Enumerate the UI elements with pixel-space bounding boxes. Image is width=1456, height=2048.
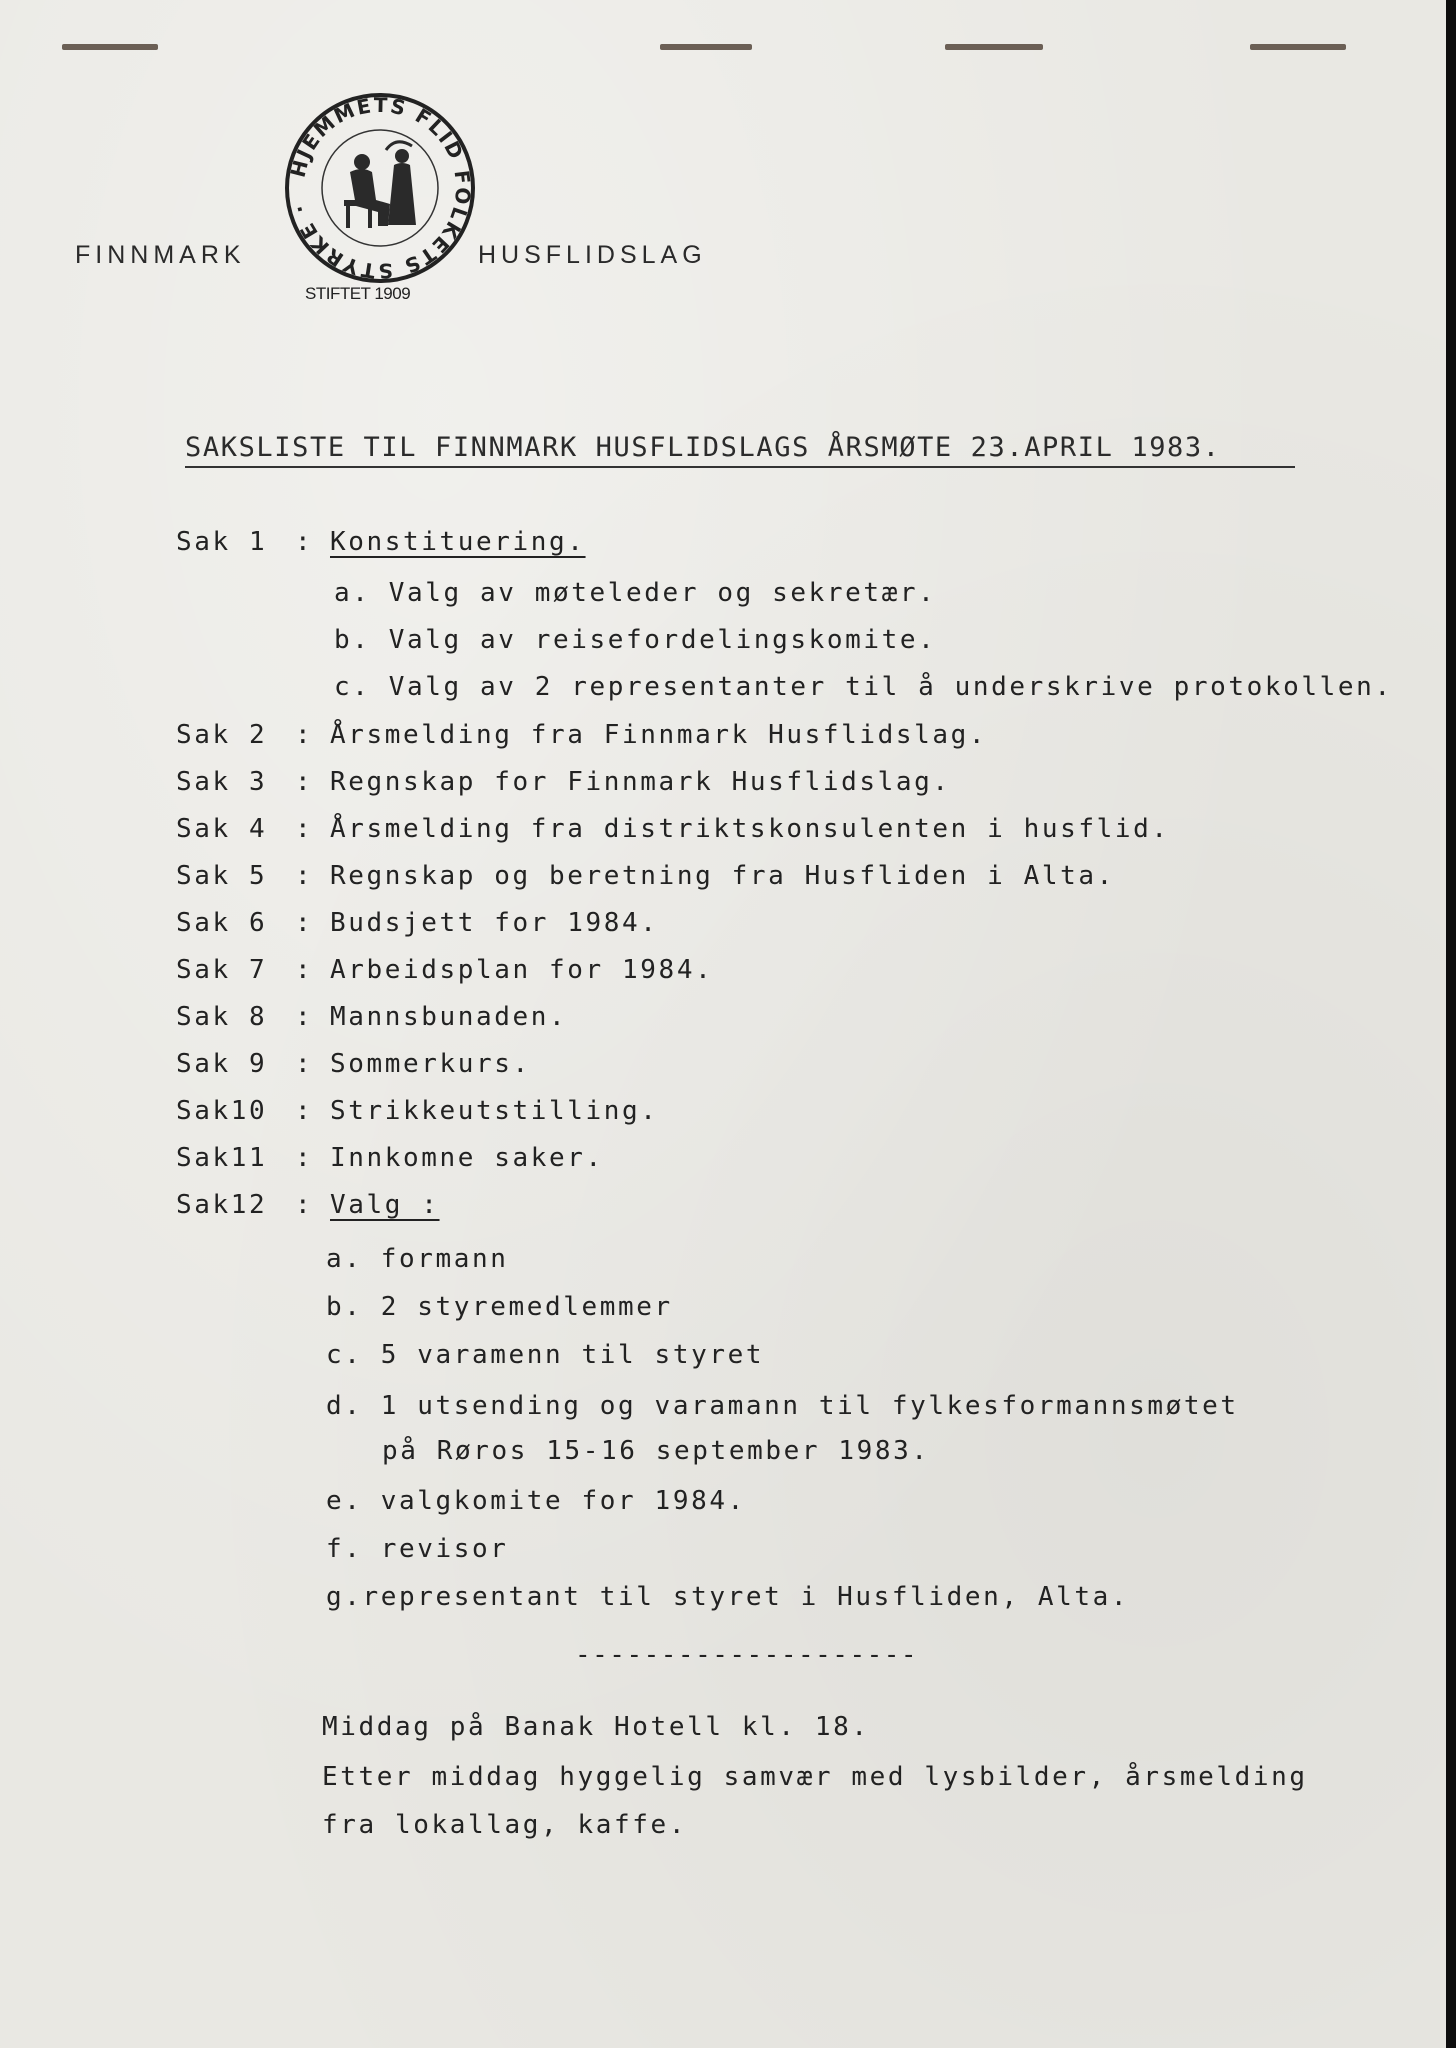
scan-edge	[1446, 0, 1456, 2048]
agenda-item-label: Sak 3	[176, 767, 268, 797]
agenda-item-text: Strikkeutstilling.	[330, 1096, 659, 1126]
agenda-subitem: e. valgkomite for 1984.	[326, 1486, 746, 1516]
agenda-item-label: Sak 1	[176, 527, 268, 557]
agenda-item-colon: :	[295, 1096, 314, 1126]
letterhead-left: FINNMARK	[75, 241, 246, 269]
agenda-item-colon: :	[295, 527, 314, 557]
staple-mark	[945, 44, 1043, 50]
agenda-item-text: Innkomne saker.	[330, 1143, 604, 1173]
agenda-subitem-continued: på Røros 15-16 september 1983.	[382, 1436, 930, 1466]
staple-mark	[660, 44, 752, 50]
agenda-item-text: Budsjett for 1984.	[330, 908, 659, 938]
agenda-item-text: Regnskap for Finnmark Husflidslag.	[330, 767, 951, 797]
separator-line: --------------------	[575, 1640, 919, 1670]
staple-mark	[62, 44, 158, 50]
agenda-item-text: Konstituering.	[330, 527, 586, 557]
agenda-item-label: Sak 4	[176, 814, 268, 844]
agenda-item-colon: :	[295, 1143, 314, 1173]
agenda-item-text: Sommerkurs.	[330, 1049, 531, 1079]
agenda-item-colon: :	[295, 1002, 314, 1032]
letterhead-right: HUSFLIDSLAG	[478, 241, 707, 269]
agenda-item-colon: :	[295, 767, 314, 797]
svg-text:HJEMMETS FLID FOLKETS STYRKE ·: HJEMMETS FLID FOLKETS STYRKE ·	[285, 92, 476, 284]
agenda-subitem: a. formann	[326, 1244, 509, 1274]
agenda-item-text: Valg :	[330, 1190, 440, 1220]
page-title: SAKSLISTE TIL FINNMARK HUSFLIDSLAGS ÅRSMØTE 23.APRIL 1983.	[185, 432, 1295, 468]
footer-line: Etter middag hyggelig samvær med lysbilder, årsmelding	[322, 1762, 1308, 1792]
agenda-item-text: Årsmelding fra distriktskonsulenten i husflid.	[330, 814, 1170, 844]
agenda-item-label: Sak10	[176, 1096, 268, 1126]
agenda-item-colon: :	[295, 1190, 314, 1220]
agenda-item-text: Regnskap og beretning fra Husfliden i Alta.	[330, 861, 1115, 891]
agenda-item-text: Årsmelding fra Finnmark Husflidslag.	[330, 720, 988, 750]
footer-line: Middag på Banak Hotell kl. 18.	[322, 1712, 870, 1742]
agenda-item-text: Arbeidsplan for 1984.	[330, 955, 714, 985]
agenda-subitem: g.representant til styret i Husfliden, Alta.	[326, 1582, 1130, 1612]
agenda-subitem: b. Valg av reisefordelingskomite.	[334, 625, 937, 655]
agenda-item-colon: :	[295, 1049, 314, 1079]
agenda-subitem: d. 1 utsending og varamann til fylkesformannsmøtet	[326, 1391, 1239, 1421]
agenda-subitem: c. 5 varamenn til styret	[326, 1340, 765, 1370]
agenda-item-text: Mannsbunaden.	[330, 1002, 568, 1032]
staple-mark	[1250, 44, 1346, 50]
agenda-item-label: Sak 6	[176, 908, 268, 938]
agenda-item-colon: :	[295, 720, 314, 750]
founded-year: STIFTET 1909	[305, 284, 411, 303]
agenda-item-label: Sak 5	[176, 861, 268, 891]
agenda-item-colon: :	[295, 908, 314, 938]
agenda-item-label: Sak12	[176, 1190, 268, 1220]
agenda-item-colon: :	[295, 814, 314, 844]
agenda-subitem: b. 2 styremedlemmer	[326, 1292, 673, 1322]
agenda-item-colon: :	[295, 861, 314, 891]
agenda-item-label: Sak 8	[176, 1002, 268, 1032]
agenda-item-colon: :	[295, 955, 314, 985]
agenda-item-label: Sak 7	[176, 955, 268, 985]
agenda-item-label: Sak 9	[176, 1049, 268, 1079]
agenda-subitem: c. Valg av 2 representanter til å underskrive protokollen.	[334, 672, 1393, 702]
agenda-item-label: Sak11	[176, 1143, 268, 1173]
society-seal-logo	[282, 90, 478, 286]
agenda-subitem: f. revisor	[326, 1534, 509, 1564]
agenda-item-label: Sak 2	[176, 720, 268, 750]
footer-line: fra lokallag, kaffe.	[322, 1810, 688, 1840]
agenda-subitem: a. Valg av møteleder og sekretær.	[334, 578, 937, 608]
